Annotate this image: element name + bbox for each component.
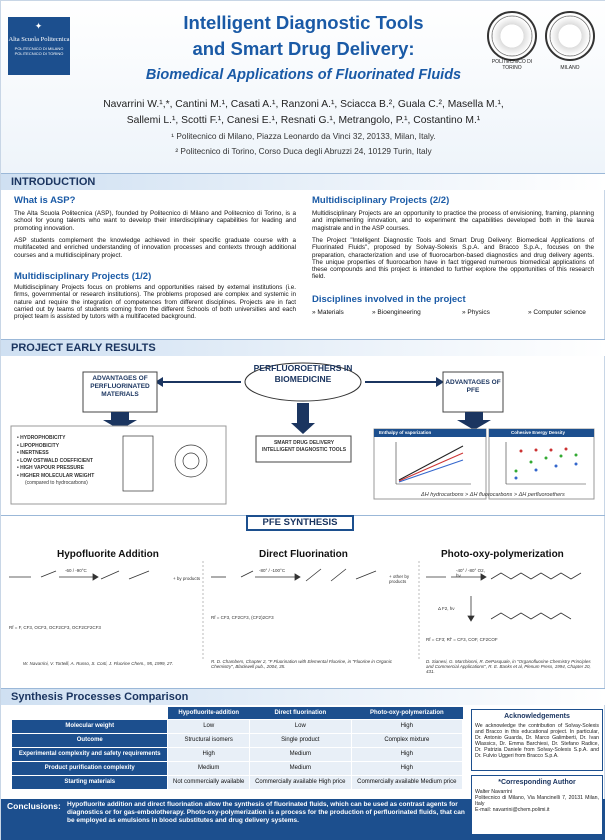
- direct-fluorination-condition: -80° / -100°C: [259, 568, 286, 573]
- comparison-table: [11, 707, 463, 790]
- cohesive-chart-title: Cohesive Energy Density: [511, 430, 566, 435]
- discipline-physics: » Physics: [462, 309, 490, 316]
- intro-section-bar: [1, 173, 605, 190]
- table-row: Outcome Structural isomers Single product Complex mixture: [12, 733, 463, 747]
- logo-text: Alta Scuola Politecnica: [8, 36, 70, 43]
- direct-fluorination-rf: Rf = CF3, CF2CF3, (CF2)2CF3: [211, 615, 274, 620]
- discipline-bioengineering: » Bioengineering: [372, 309, 421, 316]
- photo-oxy-reference: D. Sianesi, G. Marchionni, R. DePasquale, in "Organofluorine Chemistry Principles and Commercial Applications", R. E. Banks et al, Plenum Press, 1994, Chapter 20, 431.: [426, 659, 591, 674]
- logo-mark-icon: ✦: [34, 21, 44, 31]
- direct-fluorination-byproducts: + other by products: [389, 574, 410, 584]
- politecnico-milano-seal-icon: MILANO: [545, 11, 595, 61]
- disciplines-heading: Disciplines involved in the project: [312, 294, 466, 305]
- poster-title-line1: Intelligent Diagnostic Tools: [183, 12, 424, 33]
- poster-header: [1, 1, 605, 173]
- enthalpy-chart-title: Enthalpy of vaporization: [379, 430, 432, 435]
- hypofluorite-byproducts: + by products: [173, 576, 201, 581]
- corresponding-author-box: [471, 775, 603, 835]
- hypofluorite-rf: Rf = F, CF3, OCF3, OCF2CF3, OCF2CF2CF3: [9, 625, 101, 630]
- logo-subtext: POLITECNICO DI MILANO POLITECNICO DI TORINO: [14, 46, 64, 56]
- hypofluorite-heading: Hypofluorite Addition: [57, 549, 159, 560]
- intro-section-title: INTRODUCTION: [11, 176, 96, 188]
- alta-scuola-logo: [8, 17, 70, 75]
- what-is-asp-p2: ASP students complement the knowledge achieved in their specific graduate course with a multifaceted and enriched understanding of innovation processes and contexts through additional courses and a multidisciplinary project.: [14, 237, 296, 259]
- smart-delivery-text: SMART DRUG DELIVERY INTELLIGENT DIAGNOSTIC TOOLS: [261, 440, 347, 453]
- properties-list: • HYDROPHOBICITY • LIPOPHOBICITY • INERTNESS • LOW OSTWALD COEFFICIENT • HIGH VAPOUR PRESSURE • HIGHER MOLECULAR WEIGHT (compared to hydrocarbons): [17, 435, 95, 486]
- table-row: Molecular weight Low Low High: [12, 719, 463, 733]
- photo-oxy-rf: Rf = CF3; Rf' = CF3, COF, CF2COF: [426, 637, 498, 642]
- corresponding-heading: *Corresponding Author: [498, 779, 576, 786]
- delta-h-relation: ΔH hydrocarbons > ΔH fluorocarbons > ΔH perfluoroethers: [421, 492, 565, 498]
- poster-subtitle: Biomedical Applications of Fluorinated Fluids: [145, 67, 462, 83]
- table-row: Experimental complexity and safety requirements High Medium High: [12, 747, 463, 761]
- acknowledgements-heading: Acknowledgements: [504, 713, 570, 720]
- adv-materials-label: ADVANTAGES OF PERFLUORINATED MATERIALS: [90, 375, 150, 398]
- direct-fluorination-reference: R. D. Chambers, Chapter 2, "F Fluorination with Elemental Fluorine, in "Fluorine in Organic Chemistry", Blackwell pub., 2004, 35.: [211, 659, 392, 669]
- mp2-paragraph1: Multidisciplinary Projects are an opportunity to practice the process of envisioning, framing, planning and implementing innovation, and to experiment the capabilities developed both in the laurea magistrale and in the ASP courses.: [312, 210, 594, 232]
- what-is-asp-heading: What is ASP?: [14, 195, 76, 206]
- cohesive-chart-panel: [489, 429, 594, 499]
- synthesis-schemes: [1, 561, 605, 661]
- discipline-materials: » Materials: [312, 309, 344, 316]
- table-row: Starting materials Not commercially available Commercially available High price Commercially available Medium price: [12, 775, 463, 789]
- comparison-section-title: Synthesis Processes Comparison: [11, 691, 189, 703]
- arrow-down-stem: [297, 403, 309, 423]
- acknowledgements-body: We acknowledge the contribution of Solvay-Solexis and Bracco in this educational project. In particular, Dr. Antonio Guarda, Dr. Marco Galimberti, Dr. Ivan Wlassics, Dr. Emma Barchiesi, Dr. Stefano Radice, Dr. Patrizia Daniele from Solvay-Solexis S.p.A. and Dr. Fulvio Uggeri from Bracco S.p.A.: [475, 723, 599, 759]
- acknowledgements-box: [471, 709, 603, 771]
- hypofluorite-reference: W. Navarrini, V. Tortelli, A. Russo, S. Corti, J. Fluorine Chem., 95, 1999, 27.: [23, 661, 174, 666]
- pfe-synthesis-title: PFE SYNTHESIS: [246, 515, 354, 531]
- adv-pfe-label: ADVANTAGES OF PFE: [445, 379, 501, 394]
- photo-oxy-scheme: [426, 573, 581, 621]
- mp1-paragraph: Multidisciplinary Projects focus on problems and opportunities raised by external institutions (i.e. firms, governmental or research institutions). The problems proposed are complex and systemic in nature and require the integration of competences from different disciplines. Projects are in fact carried out by teams of students coming from the different Schools of both universities and each project team is assisted by tutors with a multifaceted background.: [14, 284, 296, 321]
- photo-oxy-condition-2: Δ F2, hν: [438, 606, 455, 611]
- corresponding-address: Politecnico di Milano, Via Mancinelli 7, 20131 Milan, Italy: [475, 795, 599, 807]
- affiliation-2: ² Politecnico di Torino, Corso Duca degli Abruzzi 24, 10129 Turin, Italy: [175, 146, 432, 156]
- corresponding-email[interactable]: E-mail: navarrini@chem.polimi.it: [475, 807, 550, 813]
- perfluoroethers-title: PERFLUOROETHERS IN BIOMEDICINE: [253, 363, 353, 384]
- poster-title-line2: and Smart Drug Delivery:: [192, 38, 415, 59]
- photo-oxy-heading: Photo-oxy-polymerization: [441, 549, 564, 560]
- direct-fluorination-heading: Direct Fluorination: [259, 549, 348, 560]
- affiliation-1: ¹ Politecnico di Milano, Piazza Leonardo da Vinci 32, 20133, Milan, Italy.: [171, 131, 436, 141]
- mp2-heading: Multidisciplinary Projects (2/2): [312, 195, 450, 206]
- results-section-title: PROJECT EARLY RESULTS: [11, 342, 156, 354]
- direct-fluorination-scheme: [211, 569, 376, 581]
- corresponding-name: Walter Navarrini: [475, 789, 512, 795]
- photo-oxy-condition: -40° / -80° O2, hν: [456, 568, 485, 578]
- conclusions-label: Conclusions:: [7, 801, 61, 811]
- mp2-paragraph2: The Project "Intelligent Diagnostic Tools and Smart Drug Delivery: Biomedical Applications of Fluorinated Fluids", proposed by Solvay-Solexis S.p.A. and Bracco S.p.A., focuses on the preparation, characterization and use of fluorocarbon-based diagnostics and drug delivery agents. The unique properties of fluorocarbon have in fact triggered numerous biomedical applications of these compounds and this project is intended to further explore the opportunities of this research field.: [312, 237, 594, 281]
- politecnico-torino-seal-icon: POLITECNICO DI TORINO: [487, 11, 537, 61]
- table-header-row: Hypofluorite-addition Direct fluorination Photo-oxy-polymerization: [12, 707, 463, 719]
- hypofluorite-condition: -60 / -90°C: [65, 568, 87, 573]
- comparison-section-bar: [1, 688, 605, 705]
- results-section-bar: [1, 339, 605, 356]
- table-row: Product purification complexity Medium Medium High: [12, 761, 463, 775]
- discipline-computer-science: » Computer science: [528, 309, 586, 316]
- authors-line2: Sallemi L.¹, Scotti F.¹, Canesi E.¹, Resnati G.¹, Metrangolo, P.¹, Costantino M.¹: [126, 115, 481, 126]
- what-is-asp-p1: The Alta Scuola Politecnica (ASP), founded by Politecnico di Milano and Politecnico di Torino, is a school for young talents who want to develop their interdisciplinary capabilities for leading and promoting innovation.: [14, 210, 296, 232]
- conclusions-text: Hypofluorite addition and direct fluorination allow the synthesis of fluorinated fluids, which can be used as contrast agents for diagnostics or for gas-embolotherapy. Photo-oxy-polymerization is a process for the production of perfluorinated fluids, that can be employed as emulsions in blood substitutes and drug delivery systems.: [67, 801, 465, 824]
- mp1-heading: Multidisciplinary Projects (1/2): [14, 271, 152, 282]
- authors-line1: Navarrini W.¹,*, Cantini M.¹, Casati A.¹, Ranzoni A.¹, Sciacca B.², Guala C.², Masella M.¹,: [103, 99, 504, 110]
